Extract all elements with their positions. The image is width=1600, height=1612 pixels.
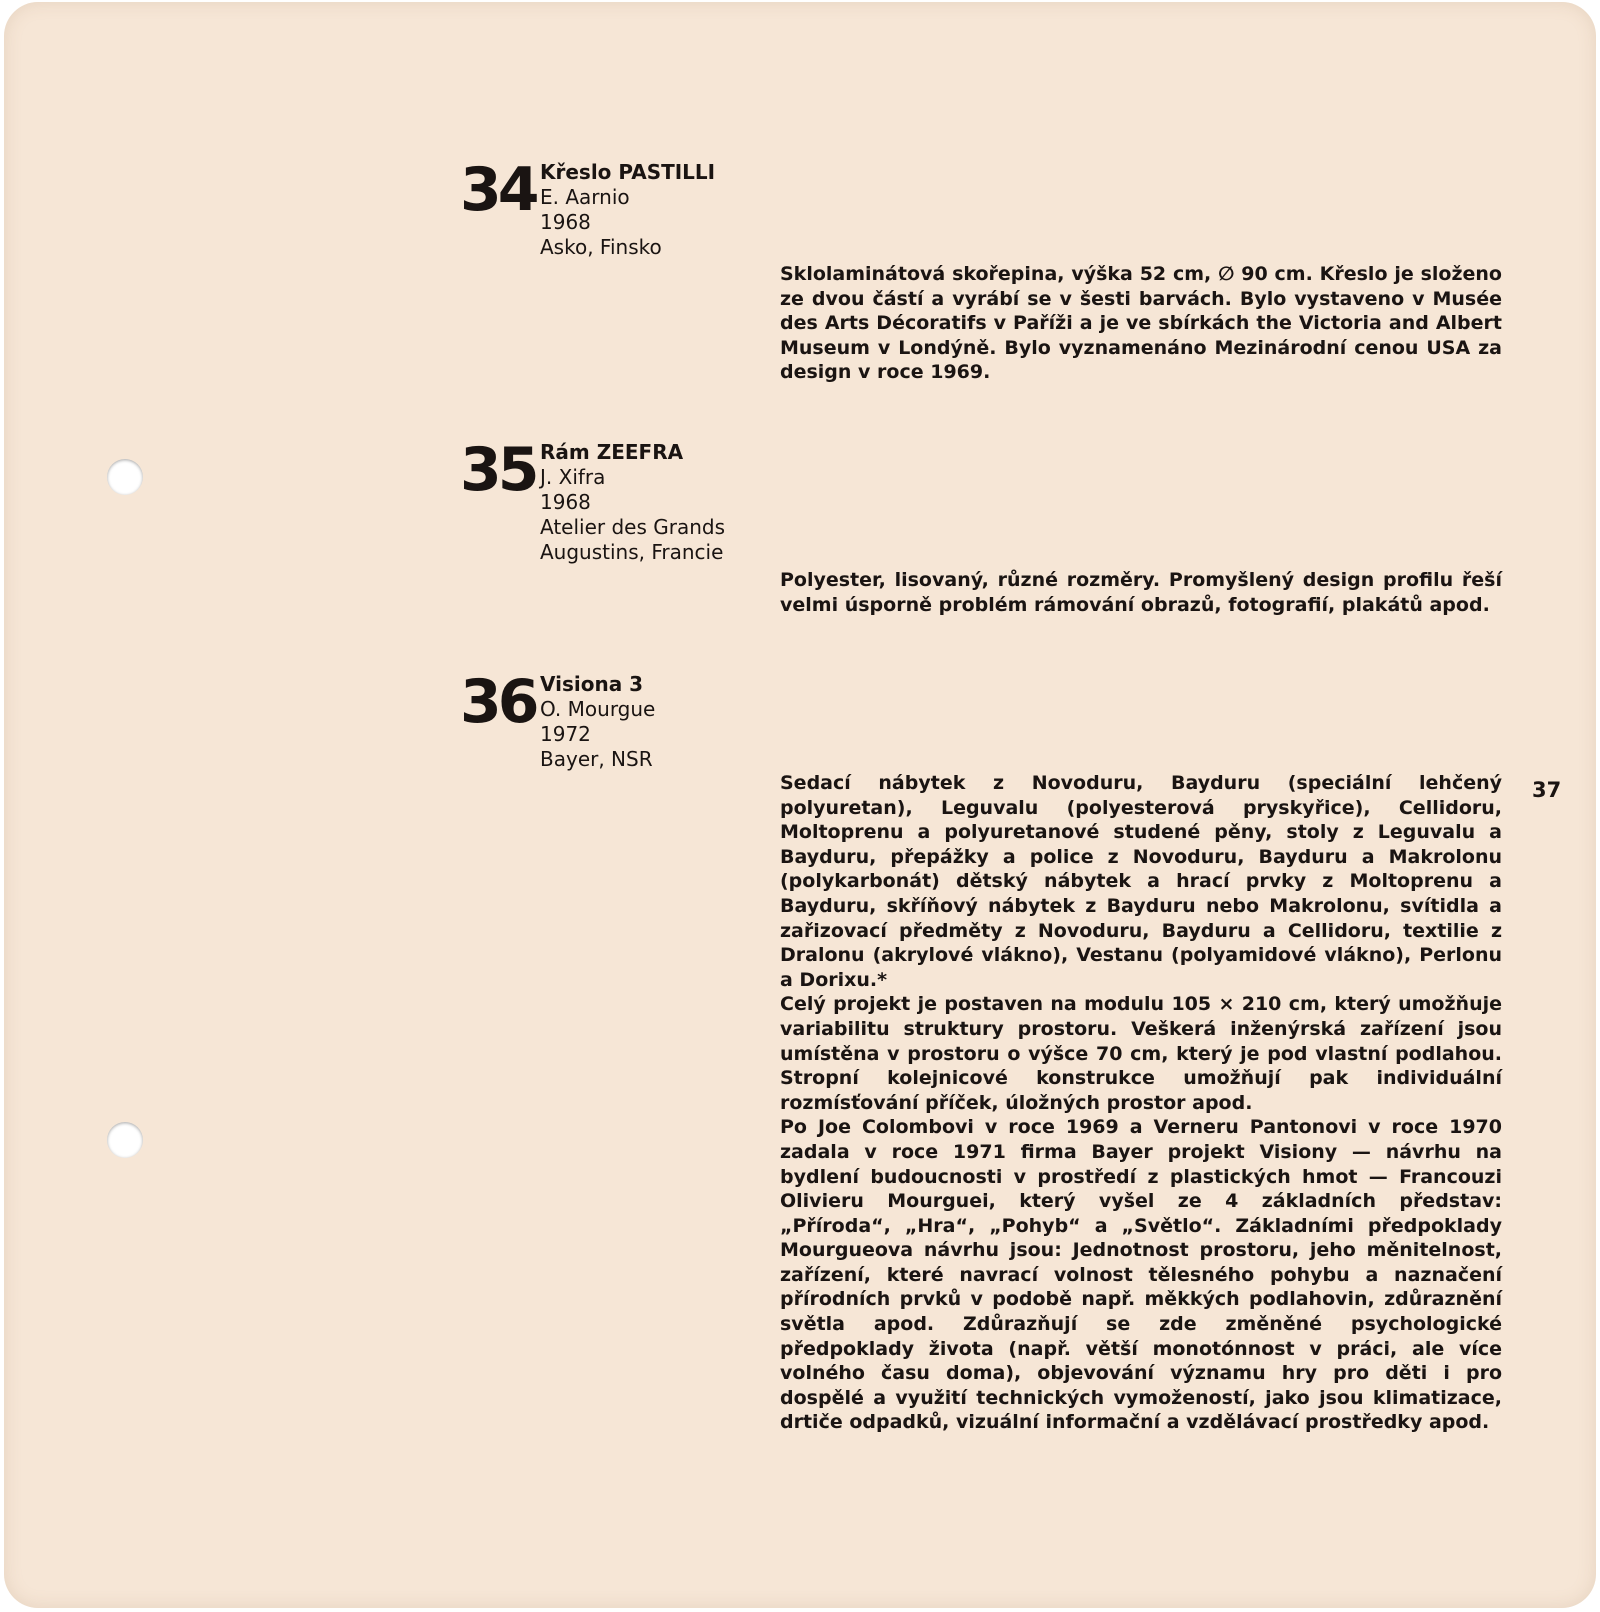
entry-title: Visiona 3 [540,672,644,696]
entry-maker-country: Augustins, Francie [540,540,724,564]
entry-number: 34 [460,155,536,225]
entry-maker: Atelier des Grands [540,515,726,539]
entry-number: 36 [460,667,536,737]
entry-year: 1968 [540,490,591,514]
page-number: 37 [1532,778,1562,802]
punch-hole-bottom [107,1122,143,1158]
entry-info [540,160,715,260]
entry-number: 35 [460,435,536,505]
entry-35-description [780,568,1502,617]
entry-title: Rám ZEEFRA [540,440,684,464]
entry-maker: Bayer, NSR [540,747,653,771]
entry-designer: O. Mourgue [540,697,656,721]
entry-year: 1968 [540,210,591,234]
entry-35-header [460,435,790,580]
entry-info [540,672,655,772]
entry-34-description [780,262,1502,385]
description-paragraph-module: Celý projekt je postaven na modulu 105 × 210 cm, který umožňuje variabilitu struktury prostoru. Veškerá inženýrská zařízení jsou umístěna v prostoru o výšce 70 cm, který je pod vlastní podlahou. Stropní kolejnicové konstrukce umožňují pak individuální rozmísťování příček, úložných prostor apod. [780,993,1502,1114]
entry-year: 1972 [540,722,591,746]
punch-hole-top [107,459,143,495]
entry-designer: E. Aarnio [540,185,630,209]
entry-34-header [460,155,790,270]
description-paragraph: Polyester, lisovaný, různé rozměry. Promyšlený design profilu řeší velmi úsporně problém rámování obrazů, fotografií, plakátů apod. [780,569,1502,616]
entry-designer: J. Xifra [540,465,606,489]
description-paragraph: Sklolaminátová skořepina, výška 52 cm, ∅ 90 cm. Křeslo je složeno ze dvou částí a vyrábí se v šesti barvách. Bylo vystaveno v Musée des Arts Décoratifs v Paříži a je ve sbírkách the Victoria and Albert Museum v Londýně. Bylo vyznamenáno Mezinárodní cenou USA za design v roce 1969. [780,263,1502,384]
entry-36-description [780,771,1502,1435]
entry-maker: Asko, Finsko [540,235,662,259]
description-paragraph-history: Po Joe Colombovi v roce 1969 a Verneru Pantonovi v roce 1970 zadala v roce 1971 firma Bayer projekt Visiony — návrhu na bydlení budoucnosti v prostředí z plastických hmot — Francouzi Olivieru Mourguei, který vyšel ze 4 základních představ: „Příroda“, „Hra“, „Pohyb“ a „Světlo“. Základními předpoklady Mourgueova návrhu jsou: Jednotnost prostoru, jeho měnitelnost, zařízení, které navrací volnost tělesného pohybu a naznačení přírodních prvků v podobě např. měkkých podlahovin, zdůraznění světla apod. Zdůrazňují se zde změněné psychologické předpoklady života (např. větší monotónnost v práci, ale více volného času doma), objevování významu hry pro děti i pro dospělé a využití technických vymožeností, jako jsou klimatizace, drtiče odpadků, vizuální informační a vzdělávací prostředky apod. [780,1116,1502,1434]
description-paragraph-materials: Sedací nábytek z Novoduru, Bayduru (speciální lehčený polyuretan), Leguvalu (polyesterová pryskyřice), Cellidoru, Moltoprenu a polyuretanové studené pěny, stoly z Leguvalu a Bayduru, přepážky a police z Novoduru, Bayduru a Makrolonu (polykarbonát) dětský nábytek a hrací prvky z Moltoprenu a Bayduru, skříňový nábytek z Bayduru nebo Makrolonu, svítidla a zařizovací předměty z Novoduru, Bayduru a Cellidoru, textilie z Dralonu (akrylové vlákno), Vestanu (polyamidové vlákno), Perlonu a Dorixu.* [780,772,1502,991]
entry-title: Křeslo PASTILLI [540,160,716,184]
entry-info [540,440,725,565]
entry-36-header [460,667,790,782]
catalog-page [4,2,1596,1608]
